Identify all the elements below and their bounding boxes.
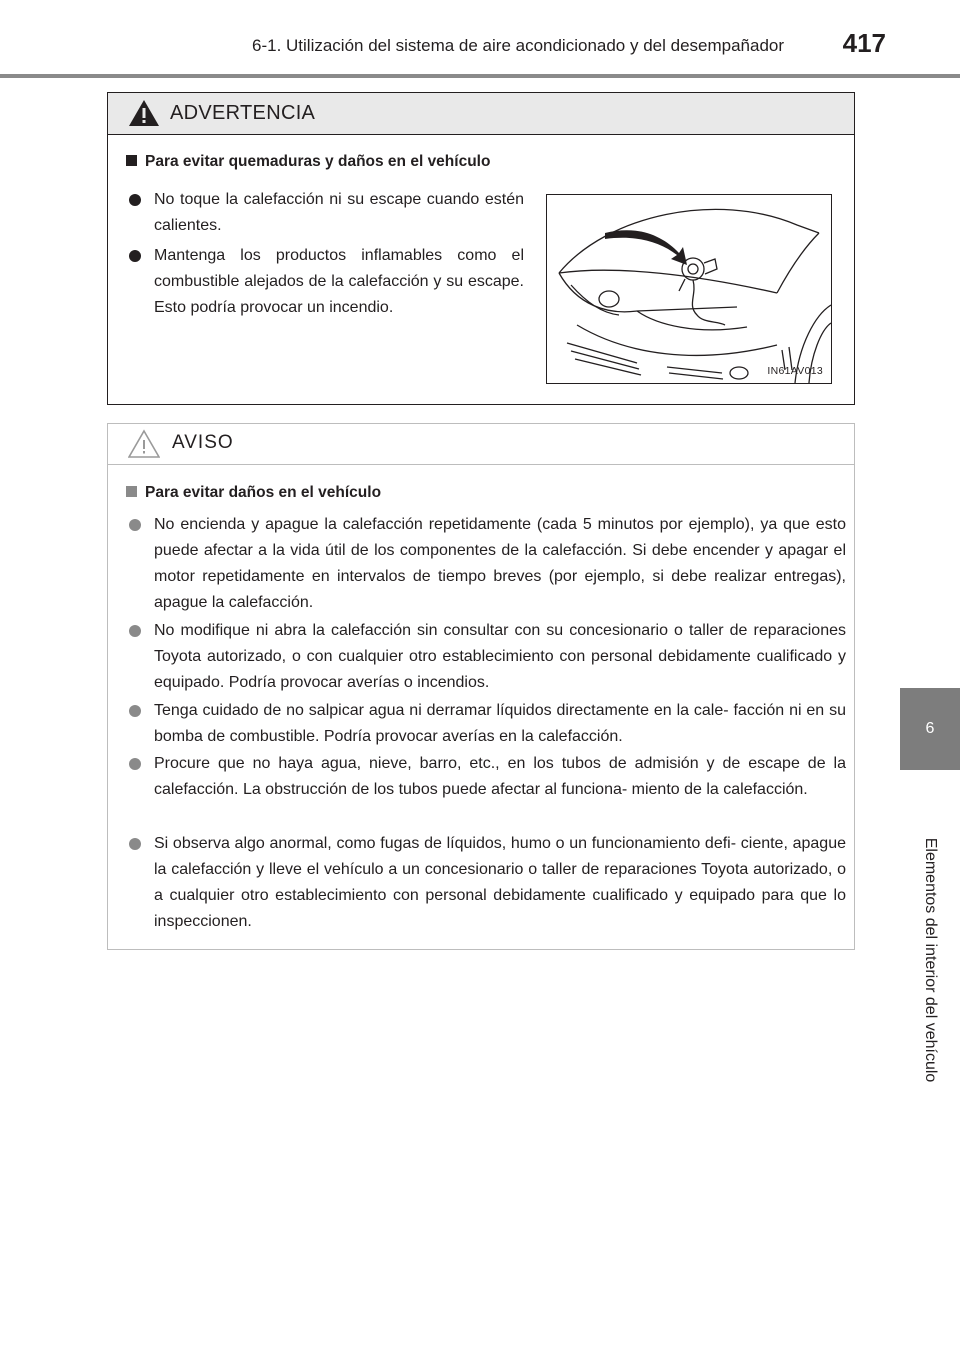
notice-section-title: Para evitar daños en el vehículo <box>145 484 382 501</box>
notice-item: Si observa algo anormal, como fugas de líquidos, humo o un funcionamiento defi- ciente, apague la calefacción y lleve el vehículo a un concesionario o taller de reparaciones Toyota autorizado, o a cualquier otro establecimiento con personal debidamente cualificado y equipado para que lo inspeccionen. <box>154 831 846 935</box>
warning-section-title: Para evitar quemaduras y daños en el vehículo <box>145 153 491 170</box>
notice-section-heading <box>126 484 381 502</box>
chapter-number: 6 <box>925 720 935 737</box>
chapter-tab <box>900 688 960 770</box>
warning-box <box>107 92 855 405</box>
notice-item: No encienda y apague la calefacción repetidamente (cada 5 minutos por ejemplo), ya que esto puede afectar a la vida útil de los componentes de la calefacción. Si debe encender y apagar el motor repetidamente en intervalos de tiempo breves (por ejemplo, si debe realizar entregas), apague la calefacción. <box>154 512 846 616</box>
warning-title: ADVERTENCIA <box>170 102 316 124</box>
square-bullet-icon <box>126 155 137 166</box>
bullet-dot-icon <box>129 705 141 717</box>
notice-item: Tenga cuidado de no salpicar agua ni derramar líquidos directamente en la cale- facción ni en su bomba de combustible. Podría provocar averías en la calefacción. <box>154 698 846 750</box>
caution-triangle-icon <box>128 429 160 459</box>
page-number: 417 <box>842 28 886 58</box>
notice-title: AVISO <box>172 432 234 453</box>
header-rule <box>0 74 960 78</box>
notice-header <box>108 424 854 465</box>
car-front-drawing <box>547 195 831 383</box>
warning-item: Mantenga los productos inflamables como el combustible alejados de la calefacción y su escape. Esto podría provocar un incendio. <box>154 243 524 321</box>
notice-item: No modifique ni abra la calefacción sin consultar con su concesionario o taller de reparaciones Toyota autorizado, o con cualquier otro establecimiento con personal debidamente cualificado y equipado. Podría provocar averías o incendios. <box>154 618 846 696</box>
warning-item: No toque la calefacción ni su escape cuando estén calientes. <box>154 187 524 239</box>
bullet-dot-icon <box>129 625 141 637</box>
chapter-title: Elementos del interior del vehículo <box>922 837 939 1083</box>
bullet-dot-icon <box>129 838 141 850</box>
heater-location-illustration <box>546 194 832 384</box>
notice-box <box>107 423 855 950</box>
warning-section-heading <box>126 153 490 171</box>
figure-code: IN61AV013 <box>767 365 823 377</box>
square-bullet-icon <box>126 486 137 497</box>
bullet-dot-icon <box>129 194 141 206</box>
bullet-dot-icon <box>129 519 141 531</box>
notice-item: Procure que no haya agua, nieve, barro, etc., en los tubos de admisión y de escape de la calefacción. La obstrucción de los tubos puede afectar al funciona- miento de la calefacción. <box>154 751 846 803</box>
warning-header <box>108 93 854 135</box>
warning-triangle-icon <box>128 98 160 128</box>
bullet-dot-icon <box>129 250 141 262</box>
running-header: 6-1. Utilización del sistema de aire acondicionado y del desempañador <box>252 36 785 55</box>
bullet-dot-icon <box>129 758 141 770</box>
